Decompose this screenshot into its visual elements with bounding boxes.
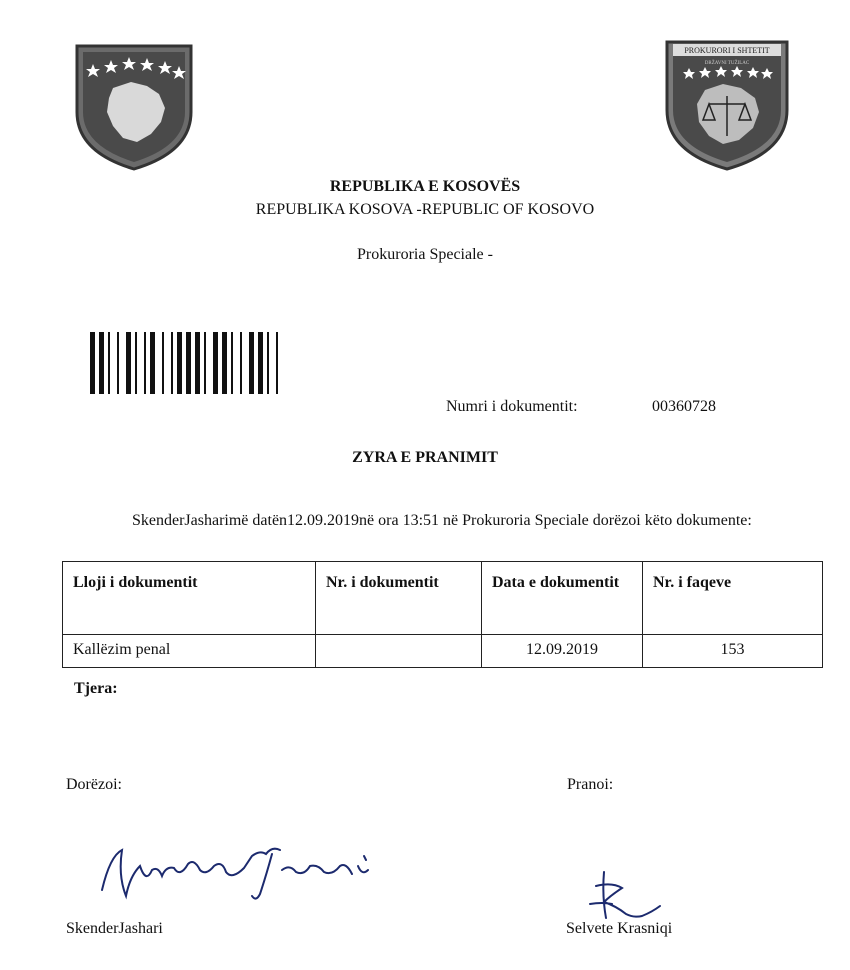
submitter-signature (96, 836, 386, 906)
barcode-bar (258, 332, 263, 394)
institution-name: Prokuroria Speciale - (357, 246, 493, 263)
country-name-multilingual: REPUBLIKA KOSOVA -REPUBLIC OF KOSOVO (255, 201, 595, 218)
documents-table (62, 561, 823, 668)
barcode-bar (186, 332, 191, 394)
prosecutor-seal-icon (663, 38, 791, 172)
barcode-bar (267, 332, 269, 394)
column-header: Lloji i dokumentit (63, 562, 316, 635)
table-header-row (63, 562, 823, 635)
barcode-bar (195, 332, 200, 394)
received-by-label: Pranoi: (567, 776, 614, 793)
table-row (63, 635, 823, 668)
barcode-bar (117, 332, 119, 394)
barcode-bar (150, 332, 155, 394)
barcode-bar (144, 332, 146, 394)
barcode-bar (171, 332, 173, 394)
table-cell (316, 635, 482, 668)
submitter-name: SkenderJashari (66, 920, 163, 937)
country-name-bold: REPUBLIKA E KOSOVËS (329, 178, 521, 195)
barcode-bar (204, 332, 206, 394)
column-header: Nr. i faqeve (643, 562, 823, 635)
office-title: ZYRA E PRANIMIT (352, 449, 498, 466)
intro-text: SkenderJasharimë datën12.09.2019në ora 13:51 në Prokuroria Speciale dorëzoi këto dokumente: (132, 512, 752, 529)
seal-top-text: PROKURORI I SHTETIT (684, 46, 770, 55)
barcode-bar (135, 332, 137, 394)
submitted-by-label: Dorëzoi: (66, 776, 122, 793)
barcode-bar (90, 332, 95, 394)
barcode-bar (240, 332, 242, 394)
barcode-bar (213, 332, 218, 394)
document-number-label: Numri i dokumentit: (446, 398, 578, 415)
table-cell: 153 (643, 635, 823, 668)
barcode (90, 332, 340, 394)
other-label: Tjera: (74, 680, 118, 697)
receiver-name: Selvete Krasniqi (566, 920, 673, 937)
table-cell: 12.09.2019 (482, 635, 643, 668)
seal-sub-text: DRŽAVNI TUŽILAC (704, 61, 750, 66)
barcode-bar (177, 332, 182, 394)
document-number-value: 00360728 (652, 398, 716, 415)
barcode-bar (126, 332, 131, 394)
barcode-bar (276, 332, 278, 394)
table-cell: Kallëzim penal (63, 635, 316, 668)
kosovo-coat-of-arms-icon (73, 42, 195, 172)
barcode-bar (162, 332, 164, 394)
barcode-bar (99, 332, 104, 394)
barcode-bar (231, 332, 233, 394)
column-header: Nr. i dokumentit (316, 562, 482, 635)
intro-paragraph (72, 510, 822, 531)
barcode-bar (108, 332, 110, 394)
barcode-bar (249, 332, 254, 394)
barcode-bar (222, 332, 227, 394)
column-header: Data e dokumentit (482, 562, 643, 635)
